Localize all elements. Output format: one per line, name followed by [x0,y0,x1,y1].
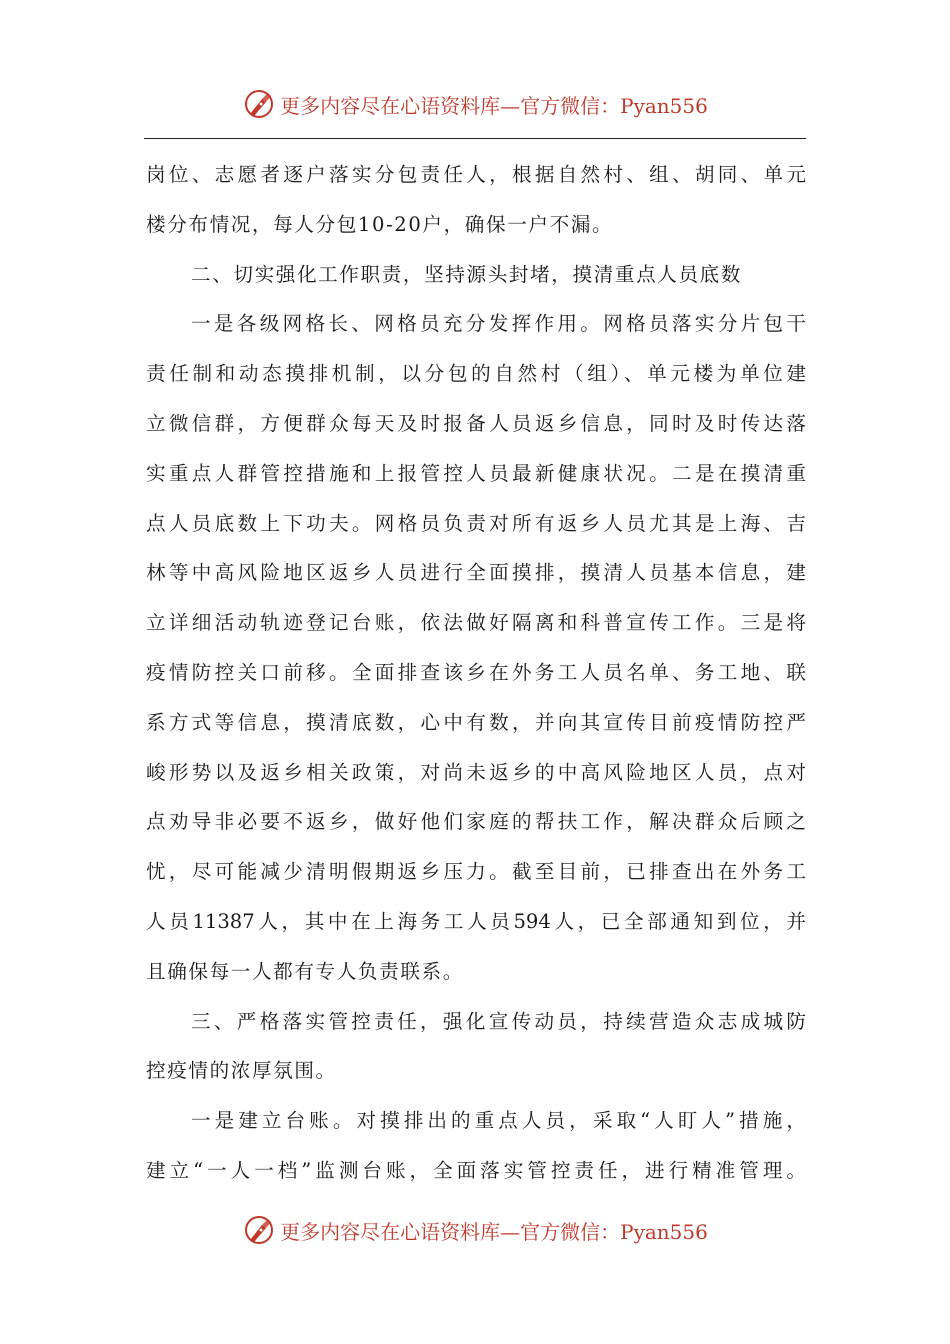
text-line: 一是各级网格长、网格员充分发挥作用。网格员落实分片包干 [191,312,806,336]
banner-site-text: 更多内容尽在心语资料库 [280,93,501,118]
banner-site-text: 更多内容尽在心语资料库 [280,1219,501,1244]
text-line: 人员11387人，其中在上海务工人员594人，已全部通知到位，并 [146,909,806,933]
banner-text [280,1216,708,1245]
header-divider [144,138,806,139]
banner-wechat-text: 官方微信：Pyan556 [520,1219,708,1244]
footer-watermark-banner [0,1210,950,1250]
text-line: 一是建立台账。对摸排出的重点人员，采取“人盯人”措施， [191,1109,806,1133]
text-line: 林等中高风险地区返乡人员进行全面摸排，摸清人员基本信息，建 [146,561,806,585]
text-line: 立详细活动轨迹登记台账，依法做好隔离和科普宣传工作。三是将 [146,611,806,635]
text-line: 系方式等信息，摸清底数，心中有数，并向其宣传目前疫情防控严 [146,710,806,734]
text-line: 建立“一人一档”监测台账，全面落实管控责任，进行精准管理。 [146,1158,806,1182]
banner-separator: — [500,93,521,118]
section-heading: 三、严格落实管控责任，强化宣传动员，持续营造众志成城防 [191,1009,806,1033]
pen-nib-logo-icon [242,1213,276,1247]
header-watermark-banner [0,84,950,124]
document-body [146,150,806,1196]
pen-nib-logo-icon [242,87,276,121]
text-line: 实重点人群管控措施和上报管控人员最新健康状况。二是在摸清重 [146,461,806,485]
section-heading: 二、切实强化工作职责，坚持源头封堵，摸清重点人员底数 [191,262,743,286]
text-line: 峻形势以及返乡相关政策，对尚未返乡的中高风险地区人员，点对 [146,760,806,784]
text-line: 楼分布情况，每人分包10-20户，确保一户不漏。 [146,212,614,236]
text-line: 点劝导非必要不返乡，做好他们家庭的帮扶工作，解决群众后顾之 [146,810,806,834]
text-line: 且确保每一人都有专人负责联系。 [146,959,464,983]
text-line: 立微信群，方便群众每天及时报备人员返乡信息，同时及时传达落 [146,411,806,435]
banner-wechat-text: 官方微信：Pyan556 [520,93,708,118]
text-line: 忧，尽可能减少清明假期返乡压力。截至目前，已排查出在外务工 [146,860,806,884]
section-heading-continued: 控疫情的浓厚氛围。 [146,1059,337,1083]
banner-text [280,90,708,119]
text-line: 岗位、志愿者逐户落实分包责任人，根据自然村、组、胡同、单元 [146,163,806,186]
text-line: 责任制和动态摸排机制，以分包的自然村（组）、单元楼为单位建 [146,362,806,386]
banner-separator: — [500,1219,521,1244]
text-line: 疫情防控关口前移。全面排查该乡在外务工人员名单、务工地、联 [146,660,806,684]
text-line: 点人员底数上下功夫。网格员负责对所有返乡人员尤其是上海、吉 [146,511,806,535]
